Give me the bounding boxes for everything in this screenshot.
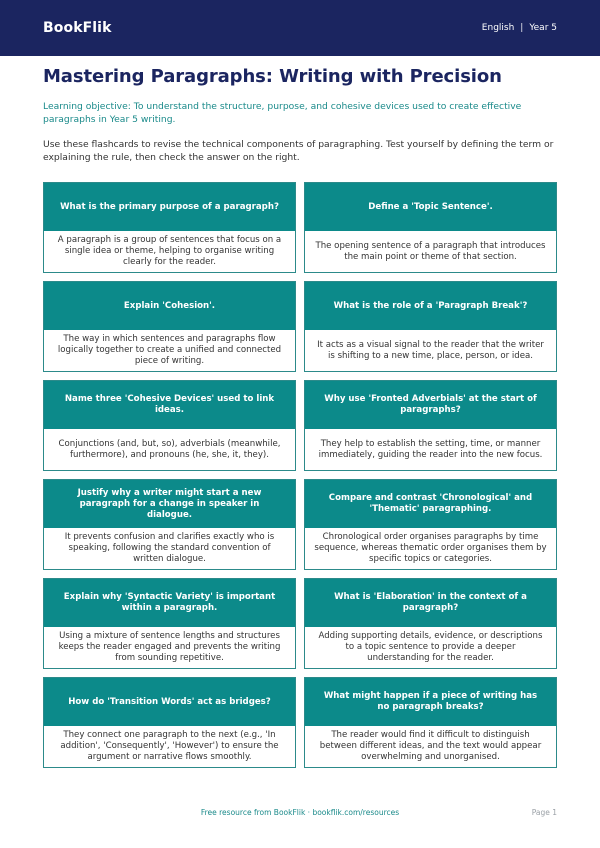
page-title: Mastering Paragraphs: Writing with Precision <box>43 66 502 87</box>
flashcard-answer: It acts as a visual signal to the reader that the writer is shifting to a new time, place, person, or idea. <box>317 339 544 361</box>
flashcard-answer: Adding supporting details, evidence, or descriptions to a topic sentence to provide a deeper understanding for the reader. <box>318 631 543 663</box>
learning-objective: Learning objective: To understand the structure, purpose, and cohesive devices used to create effective paragraphs in Year 5 writing. <box>43 101 522 125</box>
subject-label: English <box>481 23 515 33</box>
meta-separator: | <box>520 23 524 33</box>
flashcard-question: Justify why a writer might start a new paragraph for a change in speaker in dialogue. <box>44 480 295 528</box>
flashcard[interactable] <box>43 578 296 669</box>
intro-text: Use these flashcards to revise the technical components of paragraphing. Test yourself by defining the term or explaining the rule, then check the answer on the right. <box>43 139 554 163</box>
flashcard[interactable] <box>304 182 557 273</box>
flashcard[interactable] <box>304 479 557 570</box>
flashcard[interactable] <box>43 380 296 471</box>
flashcard-grid <box>43 182 557 768</box>
flashcard[interactable] <box>304 578 557 669</box>
flashcard[interactable] <box>43 281 296 372</box>
flashcard-answer: Using a mixture of sentence lengths and structures keeps the reader engaged and prevents the writing from sounding repetitive. <box>58 631 281 663</box>
flashcard-question: Compare and contrast 'Chronological' and 'Thematic' paragraphing. <box>305 480 556 528</box>
flashcard[interactable] <box>304 281 557 372</box>
header-meta <box>482 23 557 33</box>
flashcard[interactable] <box>43 677 296 768</box>
flashcard[interactable] <box>304 677 557 768</box>
flashcard[interactable] <box>304 380 557 471</box>
flashcard-question: Name three 'Cohesive Devices' used to link ideas. <box>44 381 295 429</box>
flashcard-question: How do 'Transition Words' act as bridges? <box>44 678 295 726</box>
flashcard-answer: They help to establish the setting, time, or manner immediately, guiding the reader into the new focus. <box>318 438 543 460</box>
flashcard-answer: Chronological order organises paragraphs by time sequence, whereas thematic order organises them by specific topics or categories. <box>314 532 547 564</box>
flashcard-question: Explain why 'Syntactic Variety' is important within a paragraph. <box>44 579 295 627</box>
flashcard-answer: The reader would find it difficult to distinguish between different ideas, and the text would appear overwhelming and unorganised. <box>319 730 542 762</box>
flashcard[interactable] <box>43 479 296 570</box>
flashcard[interactable] <box>43 182 296 273</box>
footer-credit[interactable]: Free resource from BookFlik · bookflik.com/resources <box>200 808 400 817</box>
flashcard-question: Define a 'Topic Sentence'. <box>305 183 556 231</box>
flashcard-question: What is 'Elaboration' in the context of a paragraph? <box>305 579 556 627</box>
flashcard-answer: They connect one paragraph to the next (e.g., 'In addition', 'Consequently', 'However') to ensure the argument or narrative flows smoothly. <box>60 730 279 762</box>
flashcard-answer: The opening sentence of a paragraph that introduces the main point or theme of that section. <box>315 240 546 262</box>
page-number: Page 1 <box>531 808 557 817</box>
flashcard-answer: A paragraph is a group of sentences that focus on a single idea or theme, helping to organise writing clearly for the reader. <box>57 235 282 267</box>
flashcard-question: Explain 'Cohesion'. <box>44 282 295 330</box>
flashcard-answer: Conjunctions (and, but, so), adverbials (meanwhile, furthermore), and pronouns (he, she, it, they). <box>58 438 281 460</box>
flashcard-answer: The way in which sentences and paragraphs flow logically together to create a unified and connected piece of writing. <box>57 334 282 366</box>
flashcard-question: What is the primary purpose of a paragraph? <box>44 183 295 231</box>
year-label: Year 5 <box>529 23 557 33</box>
flashcard-question: What might happen if a piece of writing has no paragraph breaks? <box>305 678 556 726</box>
flashcard-answer: It prevents confusion and clarifies exactly who is speaking, following the standard convention of written dialogue. <box>64 532 275 564</box>
flashcard-question: Why use 'Fronted Adverbials' at the start of paragraphs? <box>305 381 556 429</box>
top-header-bar <box>0 0 600 56</box>
flashcard-question: What is the role of a 'Paragraph Break'? <box>305 282 556 330</box>
brand-logo[interactable]: BookFlik <box>43 20 112 36</box>
